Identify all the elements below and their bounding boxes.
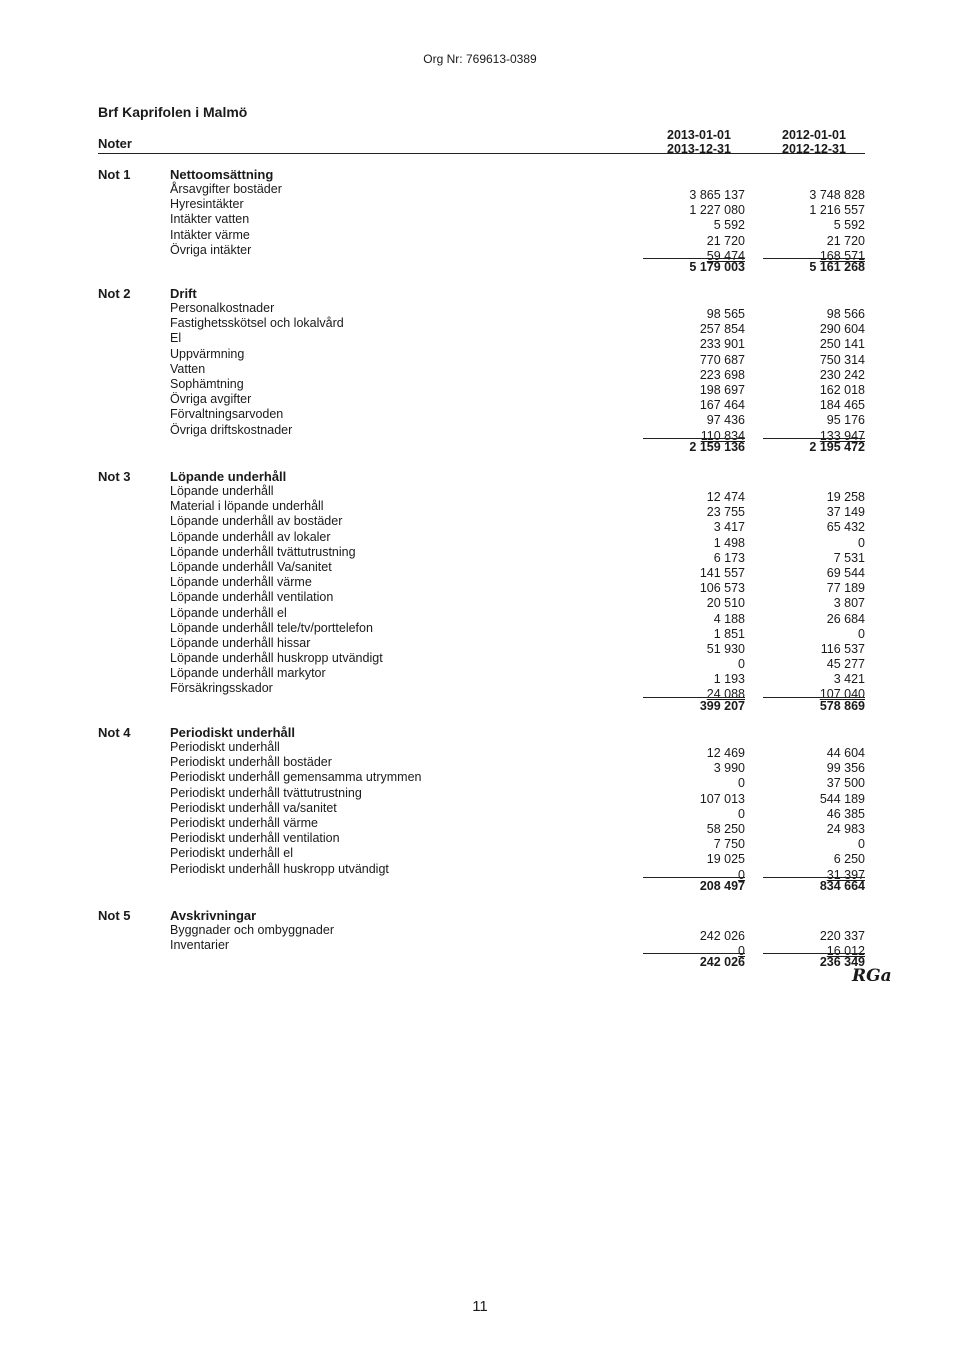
value-2013: 23 755 — [706, 505, 745, 520]
table-row — [170, 316, 865, 337]
value-2012: 750 314 — [819, 352, 865, 367]
table-row — [170, 499, 865, 520]
row-label: Löpande underhåll hissar — [170, 635, 311, 650]
period-2013-end: 2013-12-31 — [667, 142, 731, 156]
table-row — [170, 938, 865, 959]
value-2013: 141 557 — [699, 565, 745, 580]
value-2012: 65 432 — [826, 520, 865, 535]
value-2013: 242 026 — [699, 929, 745, 943]
value-2012: 99 356 — [826, 761, 865, 776]
note-rows — [170, 182, 865, 273]
total-2013: 2 159 136 — [689, 439, 745, 454]
value-2012: 26 684 — [826, 611, 865, 626]
value-2013: 19 025 — [706, 852, 745, 867]
value-2012: 3 421 — [833, 672, 865, 687]
value-2013: 257 854 — [699, 322, 745, 337]
table-row — [170, 635, 865, 656]
row-label: Löpande underhåll tele/tv/porttelefon — [170, 620, 373, 635]
value-2012: 107 040 — [819, 687, 865, 702]
org-number: Org Nr: 769613-0389 — [423, 52, 537, 66]
value-2013: 3 417 — [713, 520, 745, 535]
value-2013: 6 173 — [713, 550, 745, 565]
note-rows — [170, 484, 865, 712]
sum-rule — [643, 877, 745, 878]
table-row — [170, 755, 865, 776]
noter-heading: Noter — [98, 136, 132, 151]
table-row — [170, 212, 865, 233]
row-label: Löpande underhåll markytor — [170, 666, 326, 681]
row-label: Periodiskt underhåll huskropp utvändigt — [170, 861, 389, 876]
value-2013: 0 — [738, 806, 745, 821]
note-title: Löpande underhåll — [170, 469, 287, 484]
row-label: Försäkringsskador — [170, 681, 273, 696]
value-2012: 46 385 — [826, 806, 865, 821]
row-label: Periodiskt underhåll el — [170, 846, 293, 861]
sum-rule — [763, 877, 865, 878]
total-row — [170, 258, 865, 273]
row-label: El — [170, 331, 182, 346]
row-label: Förvaltningsarvoden — [170, 407, 284, 422]
value-2012: 116 537 — [820, 641, 865, 656]
row-label: Fastighetsskötsel och lokalvård — [170, 316, 344, 331]
row-label: Periodiskt underhåll — [170, 740, 280, 754]
value-2013: 51 930 — [706, 641, 745, 656]
header-divider — [98, 153, 865, 154]
table-row — [170, 590, 865, 611]
value-2012: 3 807 — [833, 596, 865, 611]
total-row — [170, 877, 865, 892]
row-label: Övriga avgifter — [170, 392, 252, 407]
table-row — [170, 815, 865, 836]
value-2013: 770 687 — [699, 352, 745, 367]
table-row — [170, 740, 865, 760]
value-2012: 0 — [858, 626, 865, 641]
sum-rule — [643, 953, 745, 954]
row-label: Löpande underhåll el — [170, 605, 287, 620]
row-label: Löpande underhåll värme — [170, 575, 312, 590]
table-row — [170, 376, 865, 397]
row-label: Hyresintäkter — [170, 197, 244, 212]
note-title: Drift — [170, 286, 197, 301]
value-2013: 3 865 137 — [689, 188, 745, 202]
period-2013-start: 2013-01-01 — [667, 128, 731, 142]
value-2013: 4 188 — [713, 611, 745, 626]
table-row — [170, 666, 865, 687]
value-2012: 290 604 — [819, 322, 865, 337]
total-2012: 2 195 472 — [809, 439, 865, 454]
note-label: Not 4 — [98, 725, 131, 740]
value-2013: 110 834 — [700, 428, 745, 443]
table-row — [170, 770, 865, 791]
value-2013: 5 592 — [713, 218, 745, 233]
value-2012: 21 720 — [826, 233, 865, 248]
value-2012: 37 500 — [826, 776, 865, 791]
value-2013: 12 474 — [706, 490, 745, 504]
table-row — [170, 392, 865, 413]
row-label: Löpande underhåll — [170, 484, 274, 498]
row-label: Löpande underhåll av lokaler — [170, 529, 331, 544]
table-row — [170, 923, 865, 943]
value-2012: 16 012 — [826, 944, 865, 959]
row-label: Löpande underhåll ventilation — [170, 590, 334, 605]
table-row — [170, 846, 865, 867]
value-2012: 37 149 — [826, 505, 865, 520]
value-2012: 1 216 557 — [809, 203, 865, 218]
value-2013: 7 750 — [713, 837, 745, 852]
value-2012: 44 604 — [826, 746, 865, 760]
value-2013: 3 990 — [713, 761, 745, 776]
note-rows — [170, 301, 865, 453]
value-2013: 12 469 — [706, 746, 745, 760]
note-rows — [170, 923, 865, 968]
period-2012-start: 2012-01-01 — [782, 128, 846, 142]
value-2013: 0 — [738, 944, 745, 959]
table-row — [170, 407, 865, 428]
row-label: Byggnader och ombyggnader — [170, 923, 335, 937]
row-label: Periodiskt underhåll va/sanitet — [170, 800, 337, 815]
column-header — [98, 128, 865, 156]
value-2013: 233 901 — [699, 337, 745, 352]
row-label: Intäkter värme — [170, 227, 250, 242]
table-row — [170, 346, 865, 367]
row-label: Uppvärmning — [170, 346, 245, 361]
row-label: Löpande underhåll huskropp utvändigt — [170, 651, 383, 666]
row-label: Intäkter vatten — [170, 212, 250, 227]
table-row — [170, 831, 865, 852]
value-2012: 77 189 — [826, 581, 865, 596]
value-2013: 59 474 — [706, 248, 745, 263]
value-2012: 3 748 828 — [809, 188, 865, 202]
sum-rule — [643, 697, 745, 698]
note-rows — [170, 740, 865, 892]
table-row — [170, 422, 865, 443]
value-2013: 1 851 — [713, 626, 745, 641]
table-row — [170, 575, 865, 596]
value-2013: 106 573 — [699, 581, 745, 596]
value-2012: 544 189 — [819, 791, 865, 806]
row-label: Löpande underhåll av bostäder — [170, 514, 343, 529]
table-row — [170, 331, 865, 352]
value-2013: 0 — [738, 867, 745, 882]
value-2013: 1 498 — [713, 535, 745, 550]
row-label: Inventarier — [170, 938, 230, 953]
sum-rule — [643, 258, 745, 259]
value-2012: 133 947 — [819, 428, 865, 443]
value-2012: 250 141 — [819, 337, 865, 352]
row-label: Löpande underhåll Va/sanitet — [170, 559, 332, 574]
value-2012: 220 337 — [819, 929, 865, 943]
value-2013: 21 720 — [706, 233, 745, 248]
value-2013: 0 — [738, 776, 745, 791]
row-label: Periodiskt underhåll tvättutrustning — [170, 785, 362, 800]
row-label: Övriga driftskostnader — [170, 422, 293, 437]
row-label: Periodiskt underhåll värme — [170, 815, 318, 830]
table-row — [170, 484, 865, 504]
total-2013: 5 179 003 — [689, 259, 745, 274]
row-label: Material i löpande underhåll — [170, 499, 324, 514]
value-2013: 0 — [738, 657, 745, 672]
value-2012: 7 531 — [833, 550, 865, 565]
total-2012: 578 869 — [819, 698, 865, 713]
value-2012: 184 465 — [819, 398, 865, 413]
value-2013: 1 193 — [713, 672, 745, 687]
total-2013: 208 497 — [699, 878, 745, 893]
table-row — [170, 182, 865, 202]
table-row — [170, 681, 865, 702]
value-2012: 69 544 — [826, 565, 865, 580]
note-title: Avskrivningar — [170, 908, 257, 923]
period-2012-end: 2012-12-31 — [782, 142, 846, 156]
sum-rule — [763, 953, 865, 954]
total-2012: 5 161 268 — [809, 259, 865, 274]
value-2012: 230 242 — [819, 367, 865, 382]
company-name: Brf Kaprifolen i Malmö — [98, 104, 248, 120]
value-2013: 223 698 — [699, 367, 745, 382]
value-2013: 24 088 — [706, 687, 745, 702]
table-row — [170, 529, 865, 550]
total-row — [170, 697, 865, 712]
value-2012: 24 983 — [826, 821, 865, 836]
value-2013: 198 697 — [699, 382, 745, 397]
table-row — [170, 242, 865, 263]
value-2012: 31 397 — [826, 867, 865, 882]
table-row — [170, 227, 865, 248]
value-2013: 97 436 — [706, 413, 745, 428]
total-2012: 834 664 — [819, 878, 865, 893]
table-row — [170, 544, 865, 565]
table-row — [170, 197, 865, 218]
row-label: Vatten — [170, 361, 206, 376]
note-label: Not 2 — [98, 286, 131, 301]
value-2013: 58 250 — [706, 821, 745, 836]
value-2012: 162 018 — [819, 382, 865, 397]
row-label: Periodiskt underhåll bostäder — [170, 755, 332, 770]
total-2013: 242 026 — [699, 955, 745, 970]
note-label: Not 5 — [98, 908, 131, 923]
table-row — [170, 651, 865, 672]
sum-rule — [763, 697, 865, 698]
note-title: Periodiskt underhåll — [170, 725, 295, 740]
row-label: Periodiskt underhåll gemensamma utrymmen — [170, 770, 422, 785]
value-2012: 0 — [858, 535, 865, 550]
sum-rule — [643, 438, 745, 439]
table-row — [170, 800, 865, 821]
row-label: Övriga intäkter — [170, 242, 252, 257]
table-row — [170, 620, 865, 641]
sum-rule — [763, 258, 865, 259]
total-2013: 399 207 — [699, 698, 745, 713]
row-label: Personalkostnader — [170, 301, 275, 315]
value-2012: 98 566 — [826, 307, 865, 321]
table-row — [170, 861, 865, 882]
value-2012: 19 258 — [826, 490, 865, 504]
row-label: Periodiskt underhåll ventilation — [170, 831, 340, 846]
period-2013 — [644, 128, 754, 156]
value-2013: 107 013 — [699, 791, 745, 806]
value-2012: 5 592 — [833, 218, 865, 233]
note-label: Not 3 — [98, 469, 131, 484]
table-row — [170, 605, 865, 626]
value-2013: 20 510 — [706, 596, 745, 611]
total-row — [170, 953, 865, 968]
row-label: Årsavgifter bostäder — [170, 182, 282, 196]
value-2012: 45 277 — [826, 657, 865, 672]
value-2012: 0 — [858, 837, 865, 852]
table-row — [170, 301, 865, 321]
total-row — [170, 438, 865, 453]
value-2013: 167 464 — [699, 398, 745, 413]
row-label: Löpande underhåll tvättutrustning — [170, 544, 356, 559]
value-2012: 168 571 — [819, 248, 865, 263]
total-2012: 236 349 — [819, 955, 865, 970]
table-row — [170, 785, 865, 806]
value-2013: 98 565 — [706, 307, 745, 321]
note-label: Not 1 — [98, 167, 131, 182]
value-2013: 1 227 080 — [689, 203, 745, 218]
page-number: 11 — [472, 1298, 488, 1315]
sum-rule — [763, 438, 865, 439]
table-row — [170, 514, 865, 535]
note-title: Nettoomsättning — [170, 167, 274, 182]
period-2012 — [759, 128, 869, 156]
value-2012: 6 250 — [833, 852, 865, 867]
row-label: Sophämtning — [170, 376, 244, 391]
table-row — [170, 559, 865, 580]
table-row — [170, 361, 865, 382]
value-2012: 95 176 — [826, 413, 865, 428]
handwritten-initials: RGa — [852, 966, 892, 986]
